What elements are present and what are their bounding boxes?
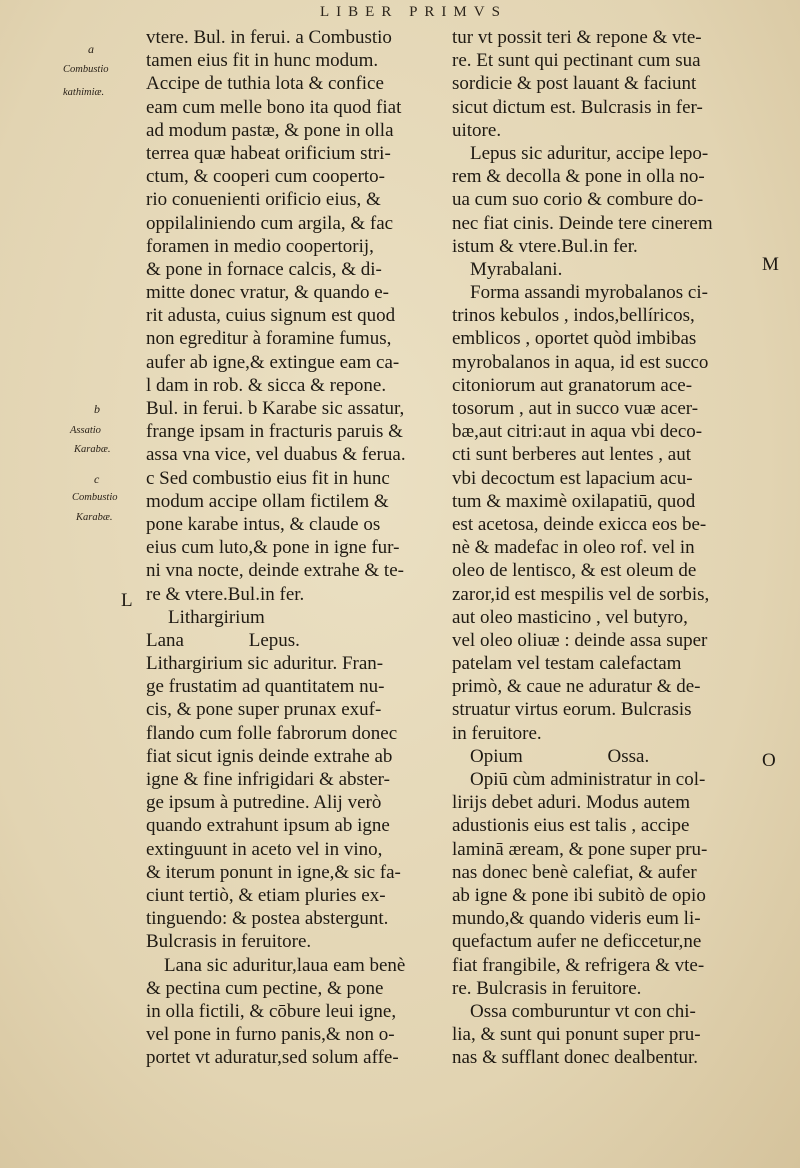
text-line: ctum, & cooperi cum cooperto- [146, 166, 386, 188]
text-line: igne & fine infrigidari & abster- [146, 769, 390, 790]
text-line: Bul. in ferui. b Karabe sic assatur, [146, 398, 405, 419]
text-line: laminā æream, & pone super pru- [452, 838, 708, 860]
text-line: lia, & sunt qui ponunt super pru- [452, 1024, 701, 1046]
text-line: Opiū cùm administratur in col- [470, 769, 706, 790]
text-line: oleo de lentisco, & est oleum de [452, 560, 697, 582]
text-line: eius cum luto,& pone in igne fur- [146, 537, 400, 559]
text-line: cti sunt berberes aut lentes , aut [452, 444, 692, 466]
text-line: terrea quæ habeat orificium stri- [146, 142, 391, 164]
text-line: Bulcrasis in feruitore. [146, 931, 312, 953]
margin-note-a-label-1: Combustio [63, 64, 109, 75]
text-line: ni vna nocte, deinde extrahe & te- [146, 560, 404, 582]
text-line: myrobalanos in aqua, id est succo [452, 351, 709, 373]
text-line: Lana sic aduritur,laua eam benè [164, 954, 406, 976]
margin-note-c-mark: c [94, 472, 100, 486]
margin-section-letter-o: O [762, 750, 776, 771]
text-line: tinguendo: & postea abstergunt. [146, 908, 389, 930]
text-line: mundo,& quando videris eum li- [452, 908, 701, 930]
text-line: tum & maximè oxilapatiū, quod [452, 490, 696, 512]
text-line: quefactum aufer ne deficcetur,ne [452, 931, 702, 953]
text-line: rio conuenienti orificio eius, & [146, 189, 381, 211]
text-line: rit adusta, cuius signum est quod [146, 305, 396, 327]
text-line: Forma assandi myrobalanos ci- [470, 282, 708, 304]
text-line: sordicie & post lauant & faciunt [452, 73, 697, 95]
text-line: tamen eius fit in hunc modum. [146, 50, 379, 72]
text-line: fiat frangibile, & refrigera & vte- [452, 954, 705, 976]
text-line: vbi decoctum est lapacium acu- [452, 467, 693, 489]
text-line: ciunt tertiò, & etiam pluries ex- [146, 884, 386, 906]
text-line: fiat sicut ignis deinde extrahe ab [146, 745, 393, 767]
text-line: nas donec benè calefiat, & aufer [452, 861, 697, 883]
margin-note-a-label-2: kathimiæ. [63, 87, 105, 98]
text-line: eam cum melle bono ita quod fiat [146, 96, 402, 118]
text-line: c Sed combustio eius fit in hunc [146, 467, 390, 489]
text-line: emblicos , oportet quòd imbibas [452, 328, 697, 350]
text-line: foramen in medio coopertorij, [146, 235, 374, 257]
text-line: pone karabe intus, & claude os [146, 513, 381, 535]
text-line: sicut dictum est. Bulcrasis in fer- [452, 96, 703, 118]
text-line: Lepus sic aduritur, accipe lepo- [470, 142, 709, 164]
text-line: flando cum folle fabrorum donec [146, 722, 398, 744]
text-line: Ossa comburuntur vt con chi- [470, 1000, 696, 1022]
text-line: citoniorum aut granatorum ace- [452, 374, 693, 396]
section-heading: Lana Lepus. [146, 629, 300, 651]
margin-note-a-mark: a [88, 42, 94, 56]
text-line: primò, & caue ne aduratur & de- [452, 676, 701, 698]
text-line: extinguunt in aceto vel in vino, [146, 838, 383, 860]
text-line: lirijs debet aduri. Modus autem [452, 792, 690, 814]
text-line: portet vt aduratur,sed solum affe- [146, 1047, 399, 1069]
text-line: oppilaliniendo cum argila, & fac [146, 212, 394, 234]
text-line: nas & sufflant donec dealbentur. [452, 1047, 699, 1069]
text-line: ua cum suo corio & combure do- [452, 189, 704, 211]
section-heading: Opium Ossa. [470, 745, 650, 767]
section-heading: Myrabalani. [470, 258, 563, 280]
text-line: & pone in fornace calcis, & di- [146, 258, 382, 280]
left-text-column [146, 26, 436, 1069]
text-line: tur vt possit teri & repone & vte- [452, 27, 702, 48]
margin-section-letter-m: M [762, 254, 779, 275]
margin-section-letter-l: L [121, 590, 133, 611]
text-line: & iterum ponunt in igne,& sic fa- [146, 861, 401, 883]
text-line: struatur virtus eorum. Bulcrasis [452, 699, 692, 721]
text-line: adustionis eius est talis , accipe [452, 815, 690, 837]
text-line: assa vna vice, vel duabus & ferua. [146, 444, 406, 466]
text-line: patelam vel testam calefactam [452, 653, 682, 675]
text-line: istum & vtere.Bul.in fer. [452, 235, 638, 257]
margin-note-c-label-1: Combustio [72, 492, 118, 503]
text-line: in feruitore. [452, 722, 542, 744]
text-line: vtere. Bul. in ferui. a Combustio [146, 27, 392, 48]
text-line: re & vtere.Bul.in fer. [146, 583, 305, 605]
running-head: LIBER PRIMVS [320, 4, 507, 20]
text-line: aut oleo masticino , vel butyro, [452, 606, 688, 628]
margin-note-b-mark: b [94, 402, 100, 416]
text-line: uitore. [452, 119, 502, 141]
text-line: re. Bulcrasis in feruitore. [452, 977, 642, 999]
text-line: tosorum , aut in succo vuæ acer- [452, 398, 699, 419]
text-line: frange ipsam in fracturis paruis & [146, 421, 403, 443]
text-line: in olla fictili, & cōbure leui igne, [146, 1000, 397, 1022]
text-line: ge ipsum à putredine. Alij verò [146, 792, 382, 814]
text-line: non egreditur à foramine fumus, [146, 328, 392, 350]
text-line: re. Et sunt qui pectinant cum sua [452, 50, 701, 72]
text-line: trinos kebulos , indos,bellíricos, [452, 305, 695, 327]
text-line: quando extrahunt ipsum ab igne [146, 815, 390, 837]
margin-note-b-label-1: Assatio [70, 425, 101, 436]
text-line: ge frustatim ad quantitatem nu- [146, 676, 385, 698]
margin-note-c-label-2: Karabæ. [76, 512, 113, 523]
text-line: nec fiat cinis. Deinde tere cinerem [452, 212, 713, 234]
right-text-column [452, 26, 752, 1069]
text-line: ab igne & pone ibi subitò de opio [452, 884, 706, 906]
text-line: ad modum pastæ, & pone in olla [146, 119, 394, 141]
text-line: cis, & pone super prunax exuf- [146, 699, 382, 721]
text-line: vel oleo oliuæ : deinde assa super [452, 629, 708, 651]
text-line: est acetosa, deinde exicca eos be- [452, 513, 707, 535]
text-line: aufer ab igne,& extingue eam ca- [146, 351, 400, 373]
text-line: vel pone in furno panis,& non o- [146, 1024, 395, 1046]
text-line: zaror,id est mespilis vel de sorbis, [452, 583, 710, 605]
text-line: modum accipe ollam fictilem & [146, 490, 389, 512]
text-line: rem & decolla & pone in olla no- [452, 166, 705, 188]
text-line: Lithargirium sic aduritur. Fran- [146, 653, 384, 675]
text-line: & pectina cum pectine, & pone [146, 977, 384, 999]
text-line: nè & madefac in oleo rof. vel in [452, 537, 695, 559]
text-line: l dam in rob. & sicca & repone. [146, 374, 387, 396]
text-line: bæ,aut citri:aut in aqua vbi deco- [452, 421, 703, 443]
section-heading: Lithargirium [168, 606, 265, 628]
text-line: mitte donec vratur, & quando e- [146, 282, 389, 304]
margin-note-b-label-2: Karabæ. [74, 444, 111, 455]
text-line: Accipe de tuthia lota & confice [146, 73, 384, 95]
